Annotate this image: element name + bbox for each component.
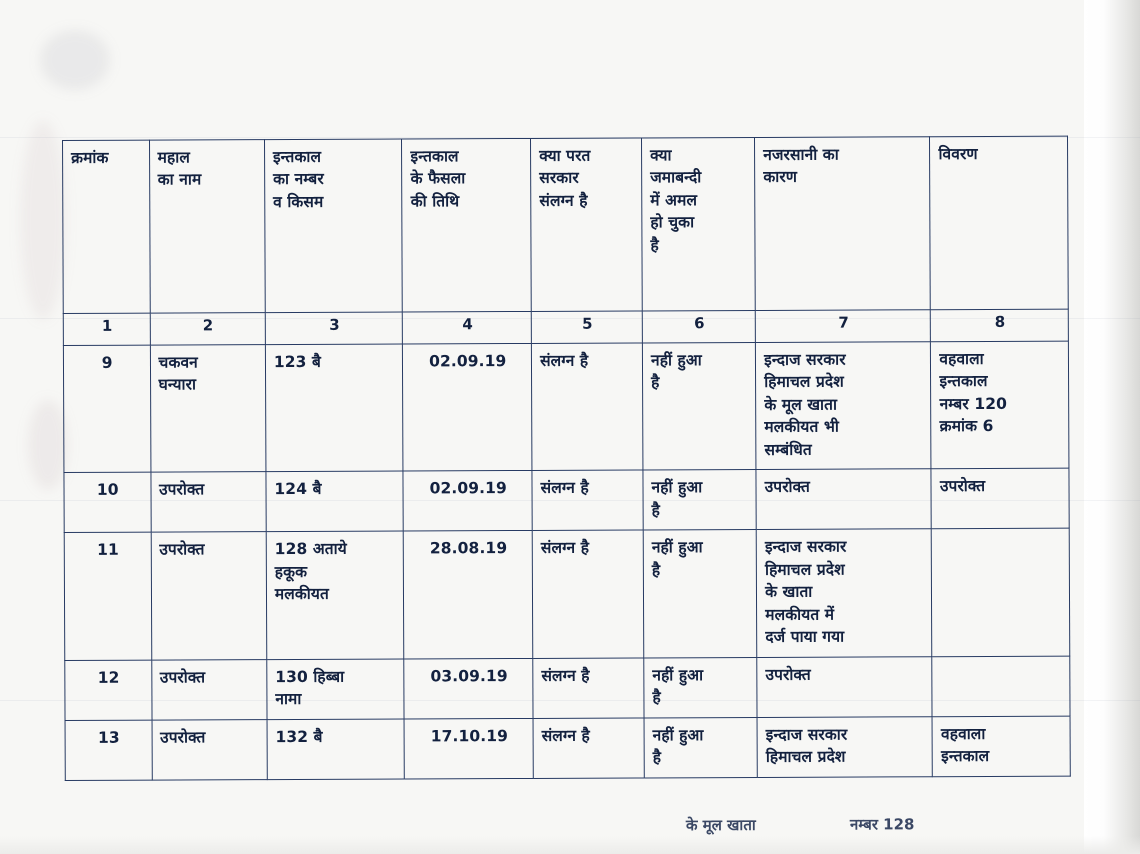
cell-line: है <box>652 748 662 767</box>
cell-mahal-name <box>150 345 266 473</box>
page-bottom-edge-shadow <box>0 836 1140 854</box>
column-header-mahal-name <box>149 140 265 314</box>
cell-line: मलकीयत भी <box>764 418 839 437</box>
cell-line: 02.09.19 <box>429 479 507 498</box>
column-number: 6 <box>642 310 755 342</box>
cell-line: संलग्न है <box>541 666 590 685</box>
header-line: क्या <box>650 146 672 165</box>
scan-smudge <box>40 30 110 90</box>
column-number: 7 <box>755 310 930 343</box>
cell-jamabandi-amal <box>643 530 757 658</box>
cell-serial: 9 <box>63 345 150 473</box>
cell-mahal-name <box>151 532 267 660</box>
cell-line: उपरोक्त <box>160 727 206 747</box>
cell-mahal-name <box>151 659 267 719</box>
cell-jamabandi-amal <box>643 470 756 530</box>
header-line: इन्तकाल <box>272 147 322 167</box>
cell-nazarsani-reason <box>757 716 933 777</box>
cell-line: हिमाचल प्रदेश <box>764 560 845 579</box>
column-header-serial <box>63 140 150 313</box>
cell-intkal-number <box>267 659 405 720</box>
cell-line: के खाता <box>765 582 813 602</box>
cell-decision-date <box>404 658 533 718</box>
column-number: 3 <box>265 312 403 345</box>
column-header-parat-sarkar <box>531 138 643 311</box>
cell-line: चकवन <box>158 353 198 372</box>
cell-remarks <box>932 716 1070 777</box>
cell-parat-sarkar <box>532 470 643 530</box>
header-line: जमाबन्दी <box>650 168 702 187</box>
cell-remarks <box>932 528 1070 656</box>
cell-line: मलकीयत <box>274 585 329 604</box>
cell-remarks <box>931 341 1069 469</box>
table-row <box>63 341 1069 473</box>
cell-line: उपरोक्त <box>765 665 811 684</box>
column-header-jamabandi-amal <box>642 137 756 310</box>
cell-serial: 13 <box>65 720 152 780</box>
column-header-nazarsani-reason <box>755 137 931 311</box>
table-row <box>65 656 1070 720</box>
cell-line: उपरोक्त <box>939 477 986 496</box>
cell-mahal-name <box>152 719 268 779</box>
cell-line: संलग्न है <box>540 538 590 558</box>
cell-line: है <box>651 501 661 520</box>
cell-line: नहीं हुआ <box>650 351 702 370</box>
cell-line: वहवाला <box>939 349 984 369</box>
cell-serial: 11 <box>64 532 151 660</box>
cell-intkal-number <box>266 471 404 532</box>
cell-parat-sarkar <box>533 718 644 778</box>
cell-line: नहीं हुआ <box>652 725 704 744</box>
cell-parat-sarkar <box>531 343 642 471</box>
column-number: 8 <box>931 309 1069 342</box>
cell-line: संलग्न है <box>540 351 589 370</box>
column-number: 5 <box>531 311 642 343</box>
table-row <box>65 716 1070 780</box>
table-row <box>64 468 1069 532</box>
cut-off-line-reason: के मूल खाता <box>685 815 756 835</box>
cell-decision-date <box>403 343 532 471</box>
cell-line: इन्तकाल <box>939 372 988 391</box>
cell-nazarsani-reason <box>757 656 933 717</box>
cell-line: घन्यारा <box>158 375 197 395</box>
cell-line: 124 बै <box>274 480 322 499</box>
cell-line: संलग्न है <box>540 479 589 498</box>
cell-line: नामा <box>275 690 302 709</box>
cell-line: 123 बै <box>273 352 321 372</box>
cell-line: उपरोक्त <box>159 668 206 687</box>
cell-line <box>940 535 1062 536</box>
cell-line: 128 अताये <box>274 540 347 559</box>
cell-remarks <box>932 656 1070 717</box>
cell-jamabandi-amal <box>642 342 756 470</box>
column-number: 4 <box>403 311 532 344</box>
page-right-edge-shadow <box>1084 0 1140 854</box>
cell-line: हिमाचल प्रदेश <box>765 747 846 766</box>
cell-line: 17.10.19 <box>430 726 509 745</box>
column-number-row <box>63 309 1068 345</box>
cell-line: 03.09.19 <box>430 666 508 686</box>
cell-line: इन्तकाल <box>941 746 990 766</box>
cell-nazarsani-reason <box>756 342 932 470</box>
cell-line: इन्दाज सरकार <box>764 350 846 369</box>
cell-nazarsani-reason <box>756 469 932 530</box>
header-line: की तिथि <box>410 192 460 211</box>
register-table <box>62 136 1071 781</box>
cell-line: वहवाला <box>940 724 986 743</box>
column-number: 2 <box>150 313 265 346</box>
cell-line: है <box>651 561 661 580</box>
cell-line: 02.09.19 <box>429 352 507 371</box>
table-body <box>63 341 1070 780</box>
cell-line: 130 हिब्बा <box>275 667 345 686</box>
header-line: क्रमांक <box>71 148 109 167</box>
header-line: इन्तकाल <box>410 147 459 166</box>
header-line: महाल <box>157 148 190 167</box>
cell-parat-sarkar <box>533 658 644 718</box>
header-line: का नम्बर <box>273 170 324 189</box>
header-line: हो चुका <box>650 213 695 232</box>
cell-line: मलकीयत में <box>765 605 835 624</box>
scan-smudge <box>20 120 66 320</box>
header-line: नजरसानी का <box>763 145 839 164</box>
cell-line: नहीं हुआ <box>651 538 703 557</box>
cell-line: हिमाचल प्रदेश <box>764 373 844 392</box>
header-line: क्या परत <box>539 146 591 165</box>
cell-line: नहीं हुआ <box>652 665 704 685</box>
cell-line: है <box>651 373 660 392</box>
cell-line <box>941 662 1063 663</box>
cell-intkal-number <box>266 531 404 659</box>
cell-jamabandi-amal <box>644 717 757 777</box>
cell-line: 28.08.19 <box>429 539 508 558</box>
cell-decision-date <box>403 471 532 531</box>
cell-line: है <box>652 688 661 707</box>
cell-line: नहीं हुआ <box>651 478 703 497</box>
header-line: में अमल <box>650 191 698 210</box>
cell-line: सम्बंधित <box>764 440 812 459</box>
header-line: के फैसला <box>410 169 466 188</box>
cell-jamabandi-amal <box>644 657 757 717</box>
cut-off-bottom-text <box>62 814 1068 835</box>
cell-line: उपरोक्त <box>764 478 811 497</box>
register-table-container <box>62 136 1071 781</box>
header-line: विवरण <box>938 145 978 164</box>
cell-mahal-name <box>150 472 266 532</box>
cell-line: संलग्न है <box>541 726 590 745</box>
cell-line: इन्दाज सरकार <box>765 725 848 744</box>
header-line: का नाम <box>157 170 202 190</box>
column-header-intkal-number-kind <box>264 139 402 313</box>
cell-line: नम्बर 120 <box>939 394 1007 414</box>
cell-intkal-number <box>265 344 403 472</box>
cell-line: हकूक <box>274 562 308 581</box>
cell-line: इन्दाज सरकार <box>764 537 847 557</box>
column-number: 1 <box>63 313 150 345</box>
header-line: कारण <box>763 168 798 187</box>
header-line: संलग्न है <box>539 191 588 210</box>
table-header-row <box>63 136 1069 313</box>
table-header <box>63 136 1069 345</box>
cell-parat-sarkar <box>532 530 643 658</box>
cell-nazarsani-reason <box>756 529 932 657</box>
cell-line: दर्ज पाया गया <box>765 627 845 647</box>
header-line: व किसम <box>273 192 324 212</box>
scan-smudge <box>28 400 68 490</box>
cell-line: के मूल खाता <box>764 395 838 414</box>
cell-decision-date <box>404 718 533 778</box>
cell-decision-date <box>404 531 533 659</box>
table-row <box>64 528 1070 660</box>
cell-serial: 10 <box>64 472 151 532</box>
cut-off-line-remarks: नम्बर 128 <box>849 815 915 834</box>
cell-line: क्रमांक 6 <box>939 417 994 436</box>
header-line: सरकार <box>539 169 579 188</box>
cell-remarks <box>931 468 1069 529</box>
cell-line: उपरोक्त <box>159 540 205 559</box>
cell-serial: 12 <box>65 660 152 720</box>
cell-line: 132 बै <box>275 727 323 746</box>
header-line: है <box>650 236 659 255</box>
column-header-decision-date <box>402 138 531 312</box>
column-header-remarks <box>930 136 1068 310</box>
cell-line: उपरोक्त <box>159 480 205 499</box>
cell-intkal-number <box>267 719 405 780</box>
